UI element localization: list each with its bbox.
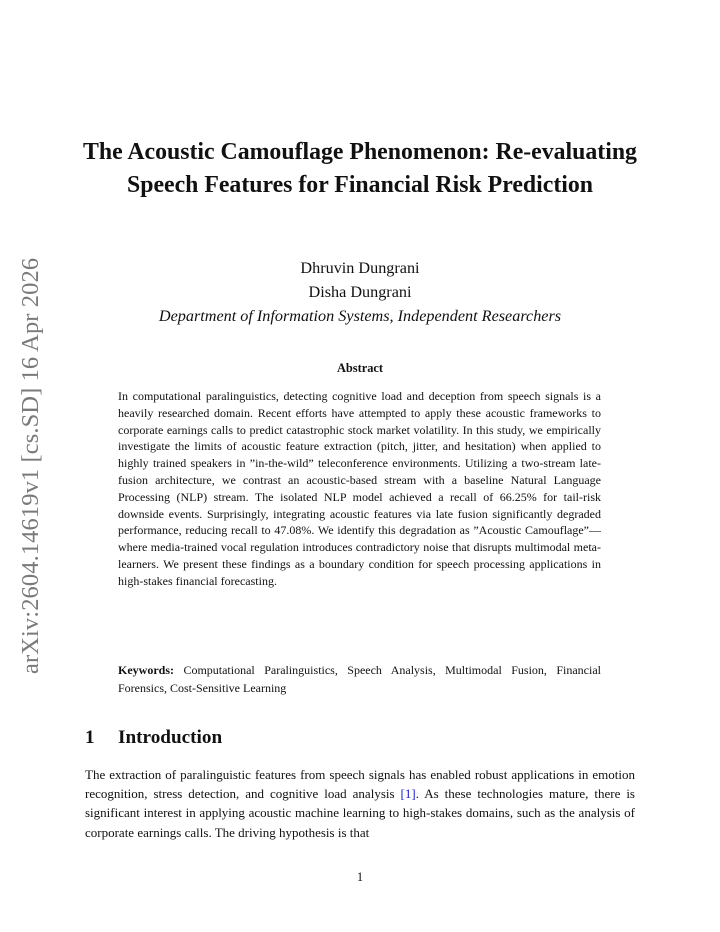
author-affiliation: Department of Information Systems, Independent Researchers bbox=[158, 307, 562, 325]
paper-title: The Acoustic Camouflage Phenomenon: Re-evaluating Speech Features for Financial Risk Prediction bbox=[83, 139, 637, 198]
keywords-text: Computational Paralinguistics, Speech Analysis, Multimodal Fusion, Financial Forensics, Cost-Sensitive Learning bbox=[118, 663, 601, 695]
citation-link[interactable]: [1] bbox=[400, 786, 416, 802]
arxiv-stamp-text: arXiv:2604.14619v1 [cs.SD] 16 Apr 2026 bbox=[17, 257, 44, 674]
abstract-text: In computational paralinguistics, detecting cognitive load and deception from speech signals is a heavily researched domain. Recent efforts have attempted to apply these acoustic frameworks to corporate earnings calls to predict catastrophic stock market volatility. In this study, we empirically investigate the limits of acoustic feature extraction (pitch, jitter, and hesitation) when applied to highly trained speakers in ”in-the-wild” teleconference environments. Utilizing a two-stream late-fusion architecture, we contrast an acoustic-based stream with a baseline Natural Language Processing (NLP) stream. The isolated NLP model achieved a recall of 66.25% for tail-risk downside events. Surprisingly, integrating acoustic features via late fusion significantly degraded performance, reducing recall to 47.08%. We identify this degradation as ”Acoustic Camouflage”—where media-trained vocal regulation introduces contradictory noise that disrupts multimodal meta-learners. We present these findings as a boundary condition for speech processing applications in high-stakes financial forecasting. bbox=[118, 389, 601, 588]
section-number: 1 bbox=[85, 727, 95, 748]
section-heading bbox=[85, 727, 222, 749]
author-name: Disha Dungrani bbox=[308, 283, 412, 301]
author-block bbox=[80, 256, 640, 328]
keywords bbox=[118, 662, 601, 697]
author-name: Dhruvin Dungrani bbox=[300, 259, 420, 277]
introduction-paragraph bbox=[85, 765, 635, 842]
keywords-label: Keywords: bbox=[118, 663, 174, 677]
arxiv-stamp bbox=[16, 256, 50, 674]
paragraph-text: The extraction of paralinguistic features from speech signals has enabled robust applications in emotion recognition, stress detection, and cognitive load analysis bbox=[85, 767, 635, 802]
abstract-heading: Abstract bbox=[336, 361, 384, 375]
section-title: Introduction bbox=[118, 727, 223, 748]
page-number: 1 bbox=[356, 870, 364, 884]
paragraph-text: . As these technologies mature, there is significant interest in applying acoustic machine learning to high-stakes domains, such as the analysis of corporate earnings calls. The driving hypothesis is that bbox=[85, 786, 635, 840]
